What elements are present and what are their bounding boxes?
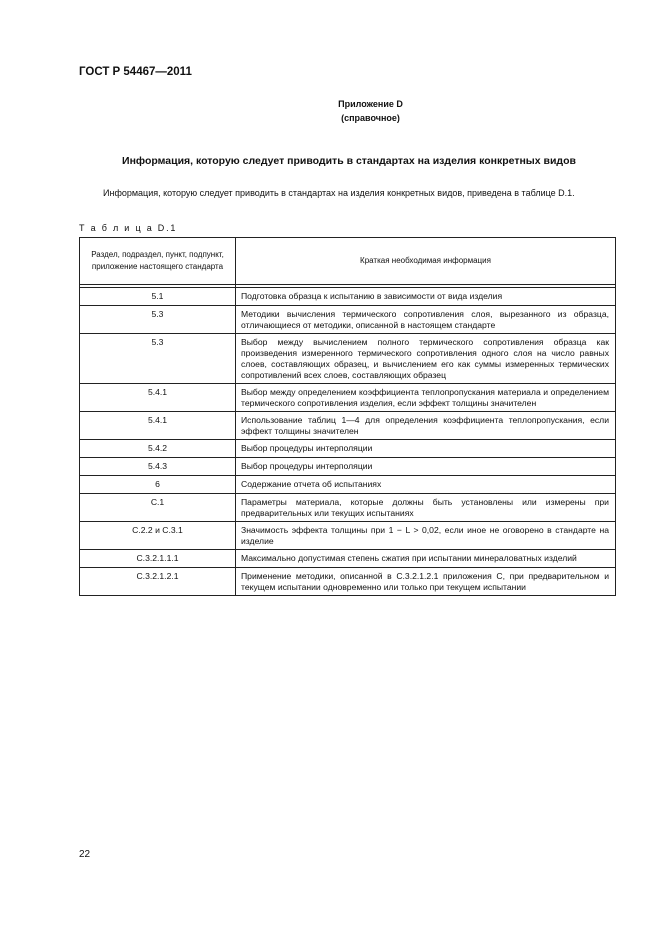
row-info: Выбор процедуры интерполяции [236,458,616,476]
table-row [80,384,616,412]
row-section: C.3.2.1.2.1 [80,568,236,596]
page-number: 22 [79,849,91,860]
row-section: 5.1 [80,288,236,306]
row-info: Использование таблиц 1—4 для определения коэффициента теплопропускания, если эффект толщины значителен [236,412,616,440]
row-section: C.2.2 и C.3.1 [80,522,236,550]
table-row [80,522,616,550]
row-section: 5.3 [80,334,236,384]
row-info: Методики вычисления термического сопротивления слоя, вырезанного из образца, отличающиеся от методики, описанной в настоящем стандарте [236,306,616,334]
table-row [80,288,616,306]
row-info: Выбор процедуры интерполяции [236,440,616,458]
table-row [80,458,616,476]
table-caption: Т а б л и ц а D.1 [79,223,178,233]
table-row [80,440,616,458]
table-row [80,494,616,522]
row-section: 5.3 [80,306,236,334]
row-section: 5.4.1 [80,384,236,412]
row-section: 5.4.2 [80,440,236,458]
row-info: Максимально допустимая степень сжатия при испытании минераловатных изделий [236,550,616,568]
row-section: 5.4.1 [80,412,236,440]
row-info: Подготовка образца к испытанию в зависимости от вида изделия [236,288,616,306]
table-row [80,550,616,568]
table-row [80,412,616,440]
row-info: Выбор между вычислением полного термического сопротивления образца как произведения измеренного термического сопротивления одного слоя на число равных слоев, составляющих образец, и вычислением его как суммы измеренных термических сопротивлений всех слоев, составляющих образец [236,334,616,384]
row-info: Параметры материала, которые должны быть установлены или измерены при предварительных или текущих испытаниях [236,494,616,522]
row-info: Значимость эффекта толщины при 1 − L > 0,02, если иное не оговорено в стандарте на изделие [236,522,616,550]
table-row [80,476,616,494]
row-info: Содержание отчета об испытаниях [236,476,616,494]
row-section: C.1 [80,494,236,522]
table-row [80,334,616,384]
standard-id: ГОСТ Р 54467—2011 [79,66,192,78]
row-info: Применение методики, описанной в C.3.2.1.2.1 приложения С, при предварительном и текущем испытании одновременно или только при текущем испытании [236,568,616,596]
annex-title-block [0,97,661,125]
intro-paragraph: Информация, которую следует приводить в стандартах на изделия конкретных видов, приведена в таблице D.1. [103,188,575,198]
header-section: Раздел, подраздел, пункт, подпункт, приложение настоящего стандарта [80,238,236,285]
row-section: 6 [80,476,236,494]
table-header-row [80,238,616,285]
row-section: 5.4.3 [80,458,236,476]
annex-heading: Информация, которую следует приводить в стандартах на изделия конкретных видов [122,155,576,167]
row-info: Выбор между определением коэффициента теплопропускания материала и определением термического сопротивления изделия, если эффект толщины значителен [236,384,616,412]
row-section: C.3.2.1.1.1 [80,550,236,568]
table-body [80,285,616,596]
annex-status: (справочное) [341,113,400,123]
table-row [80,568,616,596]
header-info: Краткая необходимая информация [236,238,616,285]
table-row [80,306,616,334]
annex-title: Приложение D [338,99,403,109]
info-table [79,237,616,596]
